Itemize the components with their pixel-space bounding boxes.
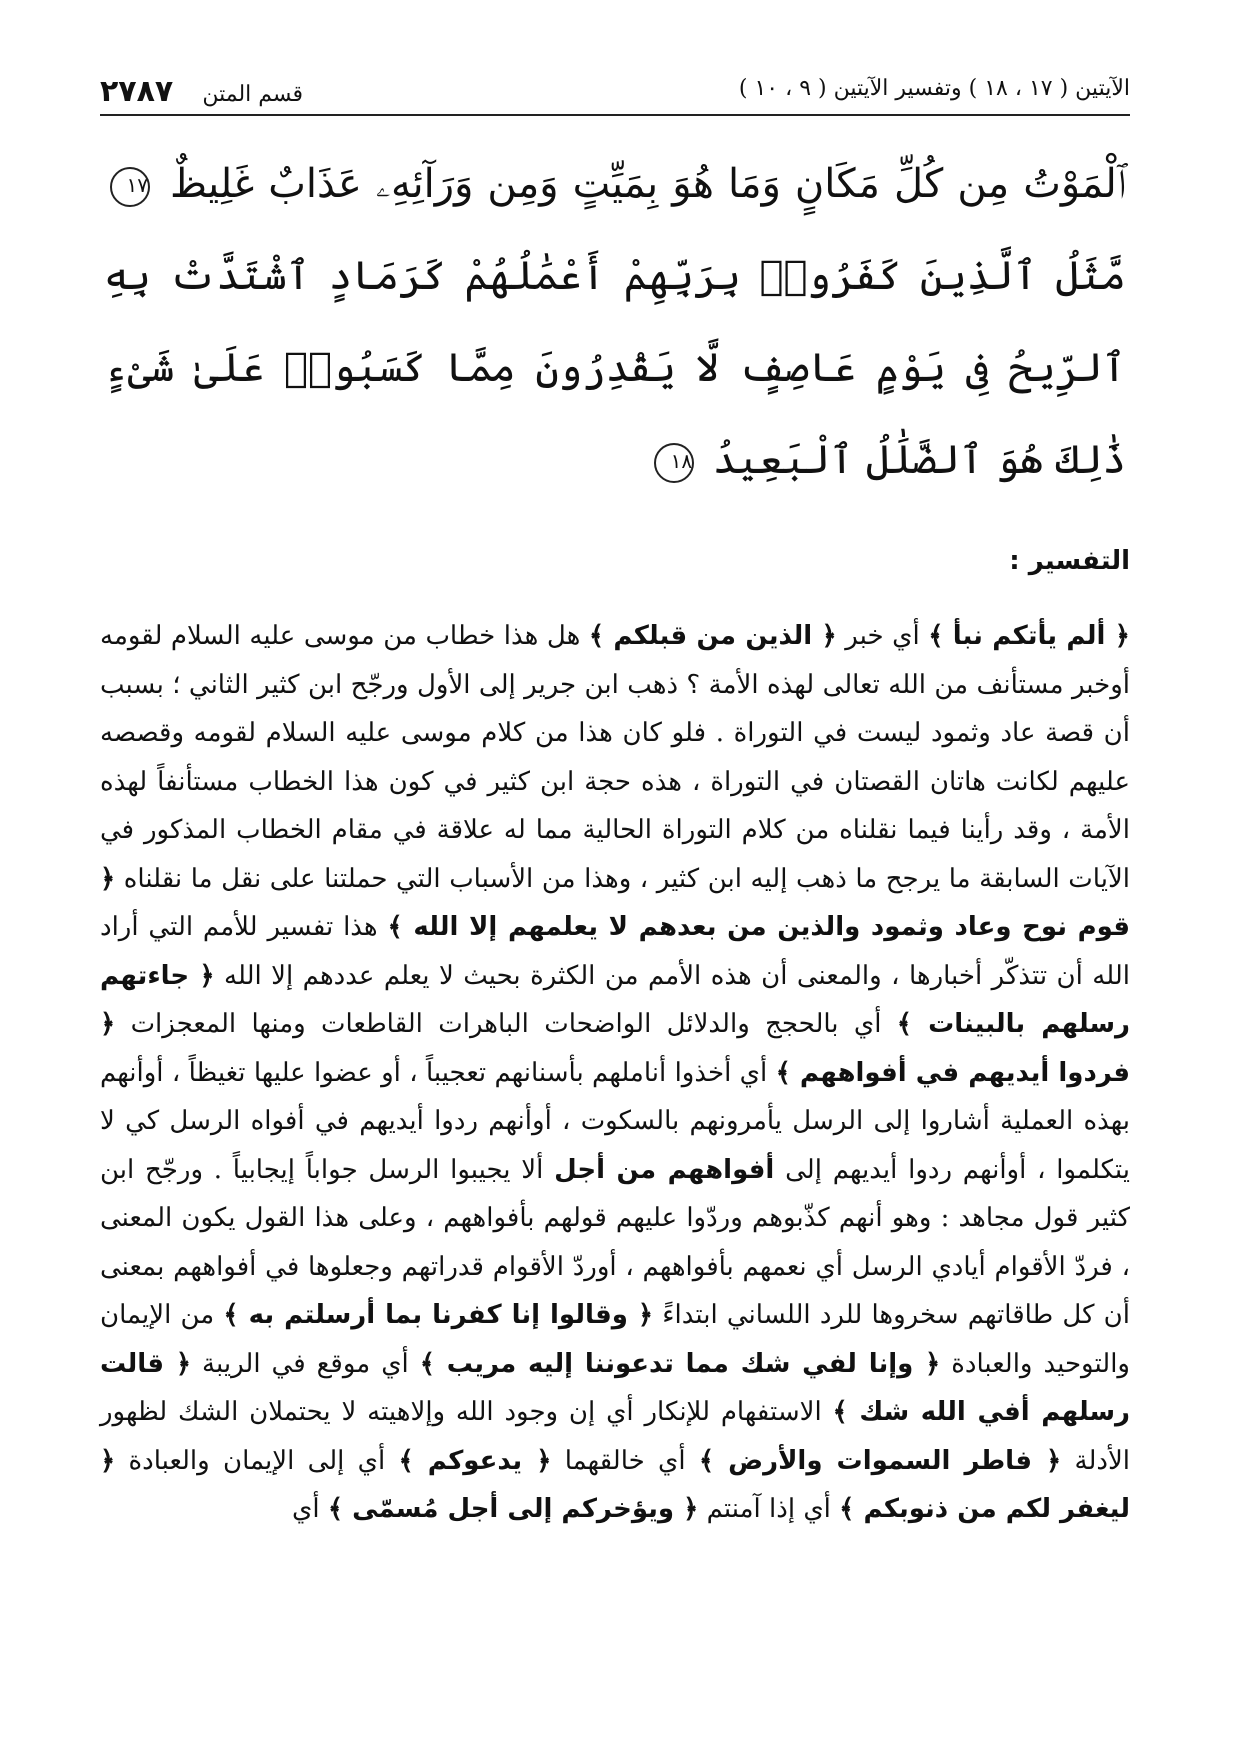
ayah-number-18: ١٨: [654, 443, 694, 483]
ayah-number-17: ١٧: [110, 167, 150, 207]
section-label: قسم المتن: [202, 82, 304, 107]
tafsir-body: [100, 612, 1130, 1534]
commentary-1: أي خبر: [836, 621, 929, 651]
verse-text-17: ٱلْمَوْتُ مِن كُلِّ مَكَانٍ وَمَا هُوَ بِمَيِّتٍ وَمِن وَرَآئِهِۦ عَذَابٌ غَلِيظٌ: [170, 161, 1126, 207]
verse-text-18: مَّثَلُ ٱلَّذِينَ كَفَرُوا۟ بِرَبِّهِمْ أَعْمَٰلُهُمْ كَرَمَادٍ ٱشْتَدَّتْ بِهِ ٱلرِّيحُ فِى يَوْمٍ عَاصِفٍ لَّا يَقْدِرُونَ مِمَّا كَسَبُوا۟ عَلَىٰ شَىْءٍ ذَٰلِكَ هُوَ ٱلضَّلَٰلُ ٱلْبَعِيدُ: [104, 253, 1126, 483]
quote-6: أفواههم من أجل: [554, 1154, 775, 1185]
quote-5: ﴿ فردوا أيديهم في أفواههم ﴾: [100, 1009, 1130, 1088]
commentary-6: ألا يجيبوا الرسل جواباً إيجابياً . ورجّح ابن كثير قول مجاهد : وهو أنهم كذّبوهم وردّوا عليهم قولهم بأفواههم ، وعلى هذا القول يكون المعنى ، فردّ الأقوام أيادي الرسل أي نعمهم بأفواههم ، أوردّ الأقوام قدراتهم وجعلوها في أفواههم بمعنى أن كل طاقاتهم سخروها للرد اللساني ابتداءً: [100, 1154, 1130, 1330]
quote-4: ﴿ جاءتهم رسلهم بالبينات ﴾: [100, 960, 1130, 1039]
commentary-13: أي: [292, 1494, 328, 1524]
header-left-group: [100, 74, 303, 109]
tafsir-heading: التفسير :: [1009, 546, 1130, 576]
commentary-4: أي بالحجج والدلائل الواضحات الباهرات القاطعات ومنها المعجزات: [115, 1009, 897, 1039]
quote-3: ﴿ قوم نوح وعاد وثمود والذين من بعدهم لا يعلمهم إلا الله ﴾: [100, 863, 1130, 942]
quote-9: ﴿ قالت رسلهم أفي الله شك ﴾: [100, 1348, 1131, 1427]
commentary-3: هذا تفسير للأمم التي أراد الله أن تتذكّر أخبارها ، والمعنى أن هذه الأمم من الكثرة بحيث لا يعلم عددهم إلا الله: [100, 912, 1130, 991]
commentary-10: أي خالقهما: [551, 1445, 699, 1476]
commentary-9: الاستفهام للإنكار أي إن وجود الله وإلاهيته لا يحتملان الشك لظهور الأدلة: [100, 1397, 1131, 1476]
quote-11: ﴿ يدعوكم ﴾: [398, 1445, 552, 1476]
quran-verses: [100, 138, 1130, 506]
quote-1: ﴿ ألم يأتكم نبأ ﴾: [928, 621, 1130, 651]
quote-7: ﴿ وقالوا إنا كفرنا بما أرسلتم به ﴾: [223, 1300, 654, 1330]
commentary-2: هل هذا خطاب من موسى عليه السلام لقومه أوخبر مستأنف من الله تعالى لهذه الأمة ؟ ذهب ابن جرير إلى الأول ورجّح ابن كثير الثاني ؛ بسبب أن قصة عاد وثمود ليست في التوراة . فلو كان هذا من كلام موسى عليه السلام لقومه وقصصه عليهم لكانت هاتان القصتان في التوراة ، هذه حجة ابن كثير في كون هذا الخطاب مستأنفاً لهذه الأمة ، وقد رأينا فيما نقلناه من كلام التوراة الحالية مما له علاقة في مقام الخطاب المذكور في الآيات السابقة ما يرجح ما ذهب إليه ابن كثير ، وهذا من الأسباب التي حملتنا على نقل ما نقلناه: [100, 621, 1130, 894]
commentary-12: أي إذا آمنتم: [698, 1494, 840, 1524]
commentary-8: أي موقع في الريبة: [191, 1348, 420, 1379]
quote-10: ﴿ فاطر السموات والأرض ﴾: [698, 1445, 1062, 1476]
page-header: [100, 70, 1130, 116]
quote-12: ﴿ ليغفر لكم من ذنوبكم ﴾: [100, 1445, 1130, 1524]
quote-2: ﴿ الذين من قبلكم ﴾: [588, 621, 837, 651]
page: [100, 70, 1130, 1710]
commentary-5: أي أخذوا أناملهم بأسنانهم تعجيباً ، أو عضوا عليها تغيظاً ، أوأنهم بهذه العملية أشاروا إلى الرسل يأمرونهم بالسكوت ، أوأنهم ردوا أيديهم في أفواه الرسل كي لا يتكلموا ، أوأنهم ردوا أيديهم إلى: [100, 1057, 1131, 1185]
quote-13: ﴿ ويؤخركم إلى أجل مُسمّى ﴾: [327, 1494, 699, 1524]
commentary-11: أي إلى الإيمان والعبادة: [115, 1445, 399, 1476]
page-number: ٢٧٨٧: [100, 74, 174, 109]
commentary-7: من الإيمان والتوحيد والعبادة: [100, 1300, 1130, 1379]
quote-8: ﴿ وإنا لفي شك مما تدعوننا إليه مريب ﴾: [419, 1348, 941, 1379]
running-title: الآيتين ( ١٧ ، ١٨ ) وتفسير الآيتين ( ٩ ، ١٠ ): [738, 76, 1130, 101]
